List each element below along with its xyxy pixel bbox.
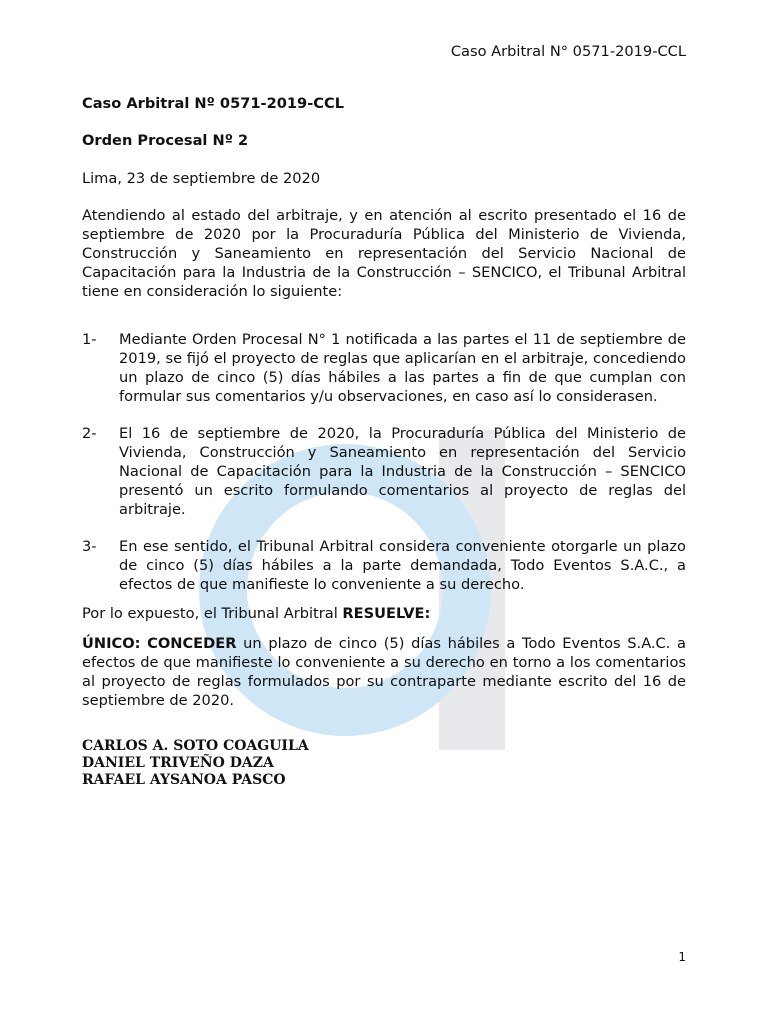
case-title: Caso Arbitral Nº 0571-2019-CCL — [82, 95, 344, 112]
list-item-number: 1- — [82, 331, 97, 348]
order-title: Orden Procesal Nº 2 — [82, 132, 249, 149]
resolution-lead-text: Por lo expuesto, el Tribunal Arbitral — [82, 605, 343, 622]
resolution-label: ÚNICO: — [82, 635, 141, 652]
list-item-number: 2- — [82, 425, 97, 442]
signatory-name: RAFAEL AYSANOA PASCO — [82, 772, 286, 788]
list-item — [82, 424, 686, 519]
signatory-name: CARLOS A. SOTO COAGUILA — [82, 738, 309, 754]
resolution-lead — [82, 604, 430, 623]
signatories-list — [82, 738, 309, 789]
resolves-label: RESUELVE: — [342, 605, 431, 622]
resolution-text: un plazo de cinco (5) días hábiles a Todo Eventos S.A.C. a efectos de que manifieste lo conveniente a su derecho en torno a los comentarios al proyecto de reglas formulados por su contraparte mediante escrito del 16 de septiembre de 2020. — [82, 635, 687, 709]
header-case-reference: Caso Arbitral N° 0571-2019-CCL — [450, 43, 686, 60]
considerations-list — [82, 330, 686, 612]
signatory-name: DANIEL TRIVEÑO DAZA — [82, 755, 274, 771]
resolution-paragraph — [82, 634, 686, 710]
date-line: Lima, 23 de septiembre de 2020 — [82, 170, 321, 187]
list-item — [82, 330, 686, 406]
list-item — [82, 537, 686, 594]
intro-paragraph: Atendiendo al estado del arbitraje, y en atención al escrito presentado el 16 de septiembre de 2020 por la Procuraduría Pública del Ministerio de Vivienda, Construcción y Saneamiento en representación del Servicio Nacional de Capacitación para la Industria de la Construcción – SENCICO, el Tribunal Arbitral tiene en consideración lo siguiente: — [82, 207, 686, 300]
list-item-text: El 16 de septiembre de 2020, la Procuraduría Pública del Ministerio de Vivienda, Construcción y Saneamiento en representación del Servicio Nacional de Capacitación para la Industria de la Construcción – SENCICO presentó un escrito formulando comentarios al proyecto de reglas del arbitraje. — [119, 425, 686, 518]
list-item-text: Mediante Orden Procesal N° 1 notificada a las partes el 11 de septiembre de 2019, se fijó el proyecto de reglas que aplicarían en el arbitraje, concediendo un plazo de cinco (5) días hábiles a las partes a fin de que cumplan con formular sus comentarios y/u observaciones, en caso así lo considerasen. — [119, 331, 686, 405]
resolution-verb: CONCEDER — [147, 635, 237, 652]
list-item-text: En ese sentido, el Tribunal Arbitral considera conveniente otorgarle un plazo de cinco (5) días hábiles a la parte demandada, Todo Eventos S.A.C., a efectos de que manifieste lo conveniente a su derecho. — [119, 538, 686, 593]
list-item-number: 3- — [82, 538, 97, 555]
page-number: 1 — [678, 950, 686, 964]
